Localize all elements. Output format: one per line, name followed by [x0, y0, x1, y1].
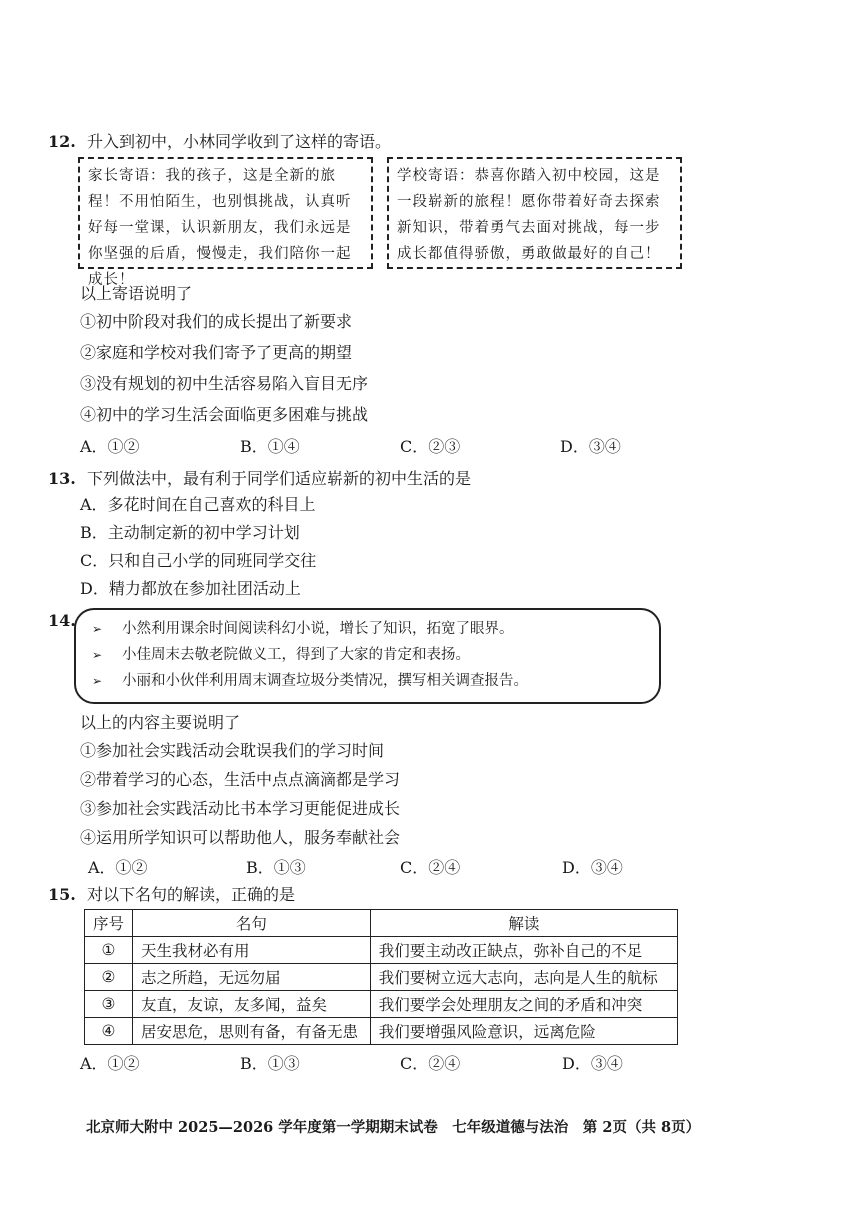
statement-item: ①初中阶段对我们的成长提出了新要求 — [80, 312, 353, 331]
option-c[interactable]: C．②④ — [400, 1054, 461, 1073]
table-row — [85, 991, 678, 1018]
table-row — [85, 1018, 678, 1045]
table-row — [85, 937, 678, 964]
arrow-bullet-icon: ➢ — [92, 622, 103, 636]
question-number: 12. — [48, 132, 76, 151]
header-cell: 序号 — [85, 910, 133, 937]
question-stem: 对以下名句的解读，正确的是 — [86, 885, 295, 904]
answer-options — [0, 857, 867, 881]
interpretation-cell: 我们要树立远大志向，志向是人生的航标 — [370, 964, 677, 991]
option-a[interactable]: A．多花时间在自己喜欢的科目上 — [80, 495, 316, 514]
question-12 — [48, 131, 391, 153]
case-text: 小佳周末去敬老院做义工，得到了大家的肯定和表扬。 — [122, 647, 470, 663]
option-a[interactable]: A．①② — [80, 1054, 140, 1073]
question-number: 13. — [48, 469, 76, 488]
parent-message-box — [78, 157, 373, 288]
case-box — [74, 608, 661, 704]
option-b[interactable]: B．主动制定新的初中学习计划 — [80, 523, 300, 542]
option-c[interactable]: C．②③ — [400, 437, 461, 456]
question-prompt: 以上寄语说明了 — [80, 284, 193, 303]
option-a[interactable]: A．①② — [80, 437, 140, 456]
case-text: 小然利用课余时间阅读科幻小说，增长了知识，拓宽了眼界。 — [122, 621, 514, 637]
statement-item: ④初中的学习生活会面临更多困难与挑战 — [80, 405, 369, 424]
statement-item: ③参加社会实践活动比书本学习更能促进成长 — [80, 799, 401, 818]
school-message-box — [387, 157, 682, 269]
quote-cell: 志之所趋，无远勿届 — [133, 964, 371, 991]
table-header-row — [85, 910, 678, 937]
statement-item: ①参加社会实践活动会耽误我们的学习时间 — [80, 741, 385, 760]
case-item — [92, 616, 659, 642]
header-cell: 解读 — [370, 910, 677, 937]
quotes-table — [84, 909, 678, 1045]
option-c[interactable]: C．只和自己小学的同班同学交往 — [80, 551, 317, 570]
option-c[interactable]: C．②④ — [400, 858, 461, 877]
statement-item: ④运用所学知识可以帮助他人，服务奉献社会 — [80, 828, 401, 847]
case-item — [92, 668, 659, 694]
answer-options — [0, 436, 867, 460]
question-13 — [48, 468, 471, 490]
question-prompt: 以上的内容主要说明了 — [80, 713, 241, 732]
question-15 — [48, 884, 295, 906]
statement-item: ②家庭和学校对我们寄予了更高的期望 — [80, 343, 353, 362]
quote-cell: 友直，友谅，友多闻，益矣 — [133, 991, 371, 1018]
option-d[interactable]: D．③④ — [560, 437, 621, 456]
page-footer: 北京师大附中 2025—2026 学年度第一学期期末试卷 七年级道德与法治 第 2页（共 8页） — [86, 1119, 701, 1136]
interpretation-cell: 我们要学会处理朋友之间的矛盾和冲突 — [370, 991, 677, 1018]
question-number: 14. — [48, 611, 76, 630]
interpretation-cell: 我们要主动改正缺点，弥补自己的不足 — [370, 937, 677, 964]
table-row — [85, 964, 678, 991]
arrow-bullet-icon: ➢ — [92, 674, 103, 688]
answer-options — [0, 1053, 867, 1077]
row-number: ③ — [85, 991, 133, 1018]
statement-item: ②带着学习的心态，生活中点点滴滴都是学习 — [80, 770, 401, 789]
question-stem: 下列做法中，最有利于同学们适应崭新的初中生活的是 — [86, 469, 471, 488]
row-number: ② — [85, 964, 133, 991]
option-b[interactable]: B．①③ — [240, 1054, 300, 1073]
case-text: 小丽和小伙伴利用周末调查垃圾分类情况，撰写相关调查报告。 — [122, 673, 528, 689]
case-item — [92, 642, 659, 668]
statement-item: ③没有规划的初中生活容易陷入盲目无序 — [80, 374, 369, 393]
quote-cell: 天生我材必有用 — [133, 937, 371, 964]
school-message-text: 学校寄语：恭喜你踏入初中校园，这是一段崭新的旅程！愿你带着好奇去探索新知识，带着勇气去面对挑战，每一步成长都值得骄傲，勇敢做最好的自己！ — [397, 168, 661, 262]
row-number: ④ — [85, 1018, 133, 1045]
question-stem: 升入到初中，小林同学收到了这样的寄语。 — [86, 132, 391, 151]
option-d[interactable]: D．③④ — [562, 858, 623, 877]
option-d[interactable]: D．精力都放在参加社团活动上 — [80, 579, 301, 598]
parent-message-text: 家长寄语：我的孩子，这是全新的旅程！不用怕陌生，也别惧挑战，认真听好每一堂课，认识新朋友，我们永远是你坚强的后盾，慢慢走，我们陪你一起成长！ — [88, 168, 352, 288]
option-d[interactable]: D．③④ — [562, 1054, 623, 1073]
option-b[interactable]: B．①③ — [246, 858, 306, 877]
row-number: ① — [85, 937, 133, 964]
option-a[interactable]: A．①② — [88, 858, 148, 877]
question-number: 15. — [48, 885, 76, 904]
option-b[interactable]: B．①④ — [240, 437, 300, 456]
header-cell: 名句 — [133, 910, 371, 937]
quote-cell: 居安思危，思则有备，有备无患 — [133, 1018, 371, 1045]
arrow-bullet-icon: ➢ — [92, 648, 103, 662]
interpretation-cell: 我们要增强风险意识，远离危险 — [370, 1018, 677, 1045]
